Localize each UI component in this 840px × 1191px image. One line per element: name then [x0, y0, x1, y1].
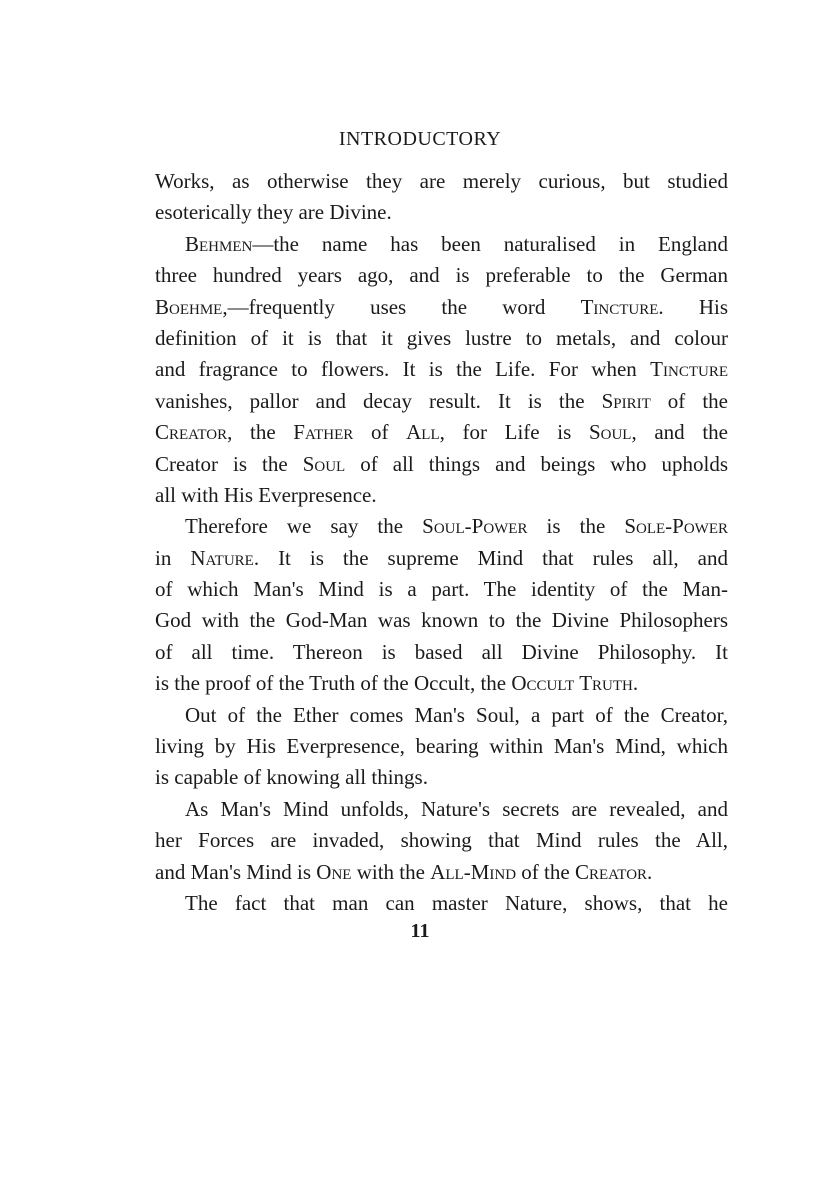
small-caps-term: Occult Truth: [511, 671, 633, 696]
small-caps-term: Soul: [302, 451, 346, 476]
text-line: and Man's Mind is One with the All-Mind of the Creator.: [155, 859, 653, 884]
small-caps-term: Father: [293, 420, 354, 445]
small-caps-term: Tincture: [580, 294, 659, 319]
text-line: Creator, the Father of All, for Life is Soul, and the: [155, 420, 728, 445]
small-caps-term: Creator: [155, 420, 228, 445]
text-line: Works, as otherwise they are merely curious, but studied: [155, 169, 728, 193]
small-caps-term: Creator: [574, 859, 648, 884]
text-line: living by His Everpresence, bearing within Man's Mind, which: [155, 734, 728, 759]
text-line: of all time. Thereon is based all Divine Philosophy. It: [155, 639, 728, 664]
text-line: all with His Everpresence.: [155, 482, 377, 507]
small-caps-term: Boehme: [155, 294, 223, 319]
text-line: is capable of knowing all things.: [155, 765, 428, 790]
small-caps-term: One: [316, 859, 352, 884]
text-line: her Forces are invaded, showing that Mind rules the All,: [155, 828, 728, 853]
text-line: The fact that man can master Nature, shows, that he: [185, 890, 728, 915]
text-line: Boehme,—frequently uses the word Tincture. His: [155, 294, 728, 319]
text-line: vanishes, pallor and decay result. It is the Spirit of the: [155, 388, 728, 413]
text-line: is the proof of the Truth of the Occult, the Occult Truth.: [155, 671, 639, 696]
small-caps-term: Soul: [588, 420, 632, 445]
small-caps-term: Soul-Power: [422, 514, 528, 539]
text-line: Behmen—the name has been naturalised in England: [185, 231, 728, 256]
text-line: Out of the Ether comes Man's Soul, a part of the Creator,: [185, 702, 728, 727]
text-line: of which Man's Mind is a part. The identity of the Man-: [155, 577, 728, 602]
running-header: INTRODUCTORY: [338, 128, 502, 150]
small-caps-term: Sole-Power: [624, 514, 728, 539]
small-caps-term: All: [406, 420, 440, 445]
text-line: three hundred years ago, and is preferable to the German: [155, 263, 728, 288]
small-caps-term: All-Mind: [430, 859, 517, 884]
text-line: and fragrance to flowers. It is the Life. For when Tincture: [155, 357, 728, 382]
small-caps-term: Behmen: [185, 231, 253, 256]
small-caps-term: Tincture: [650, 357, 728, 382]
text-line: Creator is the Soul of all things and beings who upholds: [155, 451, 728, 476]
small-caps-term: Spirit: [601, 388, 651, 413]
text-line: definition of it is that it gives lustre to metals, and colour: [155, 325, 728, 350]
text-line: God with the God-Man was known to the Divine Philosophers: [155, 608, 728, 633]
text-line: As Man's Mind unfolds, Nature's secrets are revealed, and: [185, 796, 728, 821]
text-line: in Nature. It is the supreme Mind that rules all, and: [155, 545, 728, 570]
text-line: Therefore we say the Soul-Power is the Sole-Power: [185, 514, 728, 539]
text-line: esoterically they are Divine.: [155, 200, 392, 225]
body-text: [155, 166, 728, 919]
page-number: 11: [410, 920, 430, 942]
small-caps-term: Nature: [190, 545, 254, 570]
